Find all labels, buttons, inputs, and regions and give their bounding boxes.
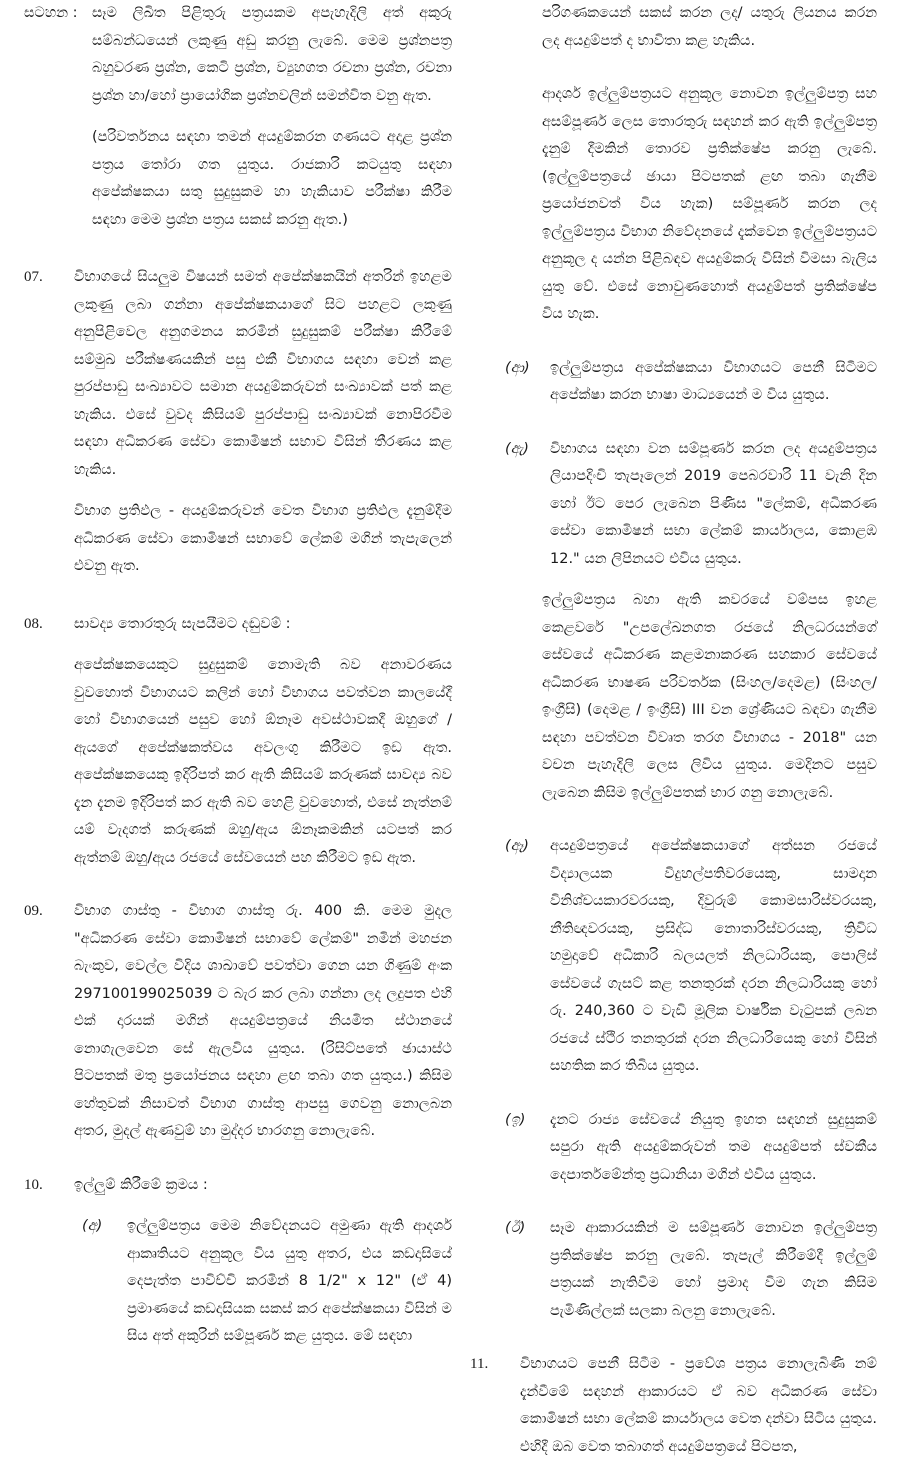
item-ii-text: සෑම ආකාරයකින් ම සම්පූර්ණ නොවන ඉල්ලුම්පත්‍ර ප්‍රතික්ෂේප කරනු ලැබේ. තැපැල් කිරීමේදී ඉල්ලුම් පත්‍රයක් නැතිවීම හෝ ප්‍රමාද වීම ගැන කිසිම පැමිණිල්ලක් සලකා බලනු නොලැබේ. — [550, 1220, 877, 1319]
item-ii — [497, 1215, 877, 1325]
section-10-title: ඉල්ලුම් කිරීමේ ක්‍රමය : — [74, 1176, 208, 1193]
continued-text: පරිගණකයෙන් සකස් කරන ලද/ යතුරු ලියනය කරන ලද අයදුම්පත් ද භාවිතා කළ හැකිය. — [542, 5, 877, 49]
section-10 — [24, 1172, 452, 1200]
section-09-text: විභාග ගාස්තු - විභාග ගාස්තු රු. 400 කි. මෙම මුදල "අධිකරණ සේවා කොමිෂන් සභාවේ ලේකම්" නමින් මහජන බැංකුව, වෙල්ල විදිය ශාඛාවේ පවත්වා ගෙන යන ගිණුම් අංක 297100199025039 ට බැර කර ලබා ගන්නා ලද ලදුපත එහි එක් දාරයක් මගින් අයදුම්පත්‍රයේ නියමිත ස්ථානයේ නොගැලවෙන සේ ඇලවිය යුතුය. (රිසිට්පතේ ඡායාස්ථ පිටපතක් මතු ප්‍රයෝජනය සඳහා ළඟ තබා ගත යුතුය.) කිසිම හේතුවක් නිසාවත් විභාග ගාස්තු ආපසු ගෙවනු නොලබන අතර, මුදල් ඇණවුම් හා මුද්දර භාරගනු නොලැබේ. — [74, 903, 452, 1139]
left-column — [24, 0, 452, 1351]
section-11 — [470, 1351, 877, 1461]
section-07 — [24, 264, 452, 484]
right-column — [470, 0, 877, 1461]
sub-label: (ඇ) — [505, 440, 529, 457]
item-ai — [497, 833, 877, 1081]
note-block — [24, 0, 452, 110]
section-09 — [24, 898, 452, 1146]
note-paren-text: (පරිවර්තනය සඳහා තමන් අයදුම්කරන ගණයට අදාළ ප්‍රශ්න පත්‍රය තෝරා ගත යුතුය. රාජකාරි කටයුතු සඳහා අපේක්ෂකයා සතු සුදුසුකම හා හැකියාව පරීක්ෂා කිරීම සඳහා මෙම ප්‍රශ්න පත්‍රය සකස් කරනු ඇත.) — [92, 129, 452, 228]
section-number: 11. — [470, 1356, 489, 1372]
sub-label: (අ) — [82, 1218, 103, 1234]
section-10-a — [74, 1213, 452, 1351]
note-text: සෑම ලිඛිත පිළිතුරු පත්‍රයකම අපැහැදිලි අත් අකුරු සම්බන්ධයෙන් ලකුණු අඩු කරනු ලැබේ. මෙම ප්‍රශ්නපත්‍ර බහුවරණ ප්‍රශ්න, කෙටි ප්‍රශ්න, ව්‍යුහගත රචනා ප්‍රශ්න, රචනා ප්‍රශ්න හා/හෝ ප්‍රායෝගික ප්‍රශ්නවලින් සමන්විත වනු ඇත. — [92, 5, 452, 104]
section-08-text: අපේක්ෂකයෙකුට සුදුසුකම් නොමැති බව අනාවරණය වුවහොත් විභාගයට කලින් හෝ විභාගය පවත්වන කාලයේදී හෝ විභාගයෙන් පසුව හෝ ඕනෑම අවස්ථාවකදී ඔහුගේ /ඇයගේ අපේක්ෂකත්වය අවලංගු කිරීමට ඉඩ ඇත. අපේක්ෂකයෙකු ඉදිරිපත් කර ඇති කිසියම් කරුණක් සාවද්‍ය බව දැන දැනම ඉදිරිපත් කර ඇති බව හෙළි වුවහොත්, එසේ නැත්නම් යම් වැදගත් කරුණක් ඔහු/ඇය ඕනෑකමකින් යටපත් කර ඇත්නම් ඔහු/ඇය රජයේ සේවයෙන් පහ කිරීමට ඉඩ ඇත. — [74, 657, 452, 866]
note-label: සටහන : — [24, 5, 78, 21]
item-aa — [497, 355, 877, 410]
item-ae-text-2: ඉල්ලුම්පත්‍රය බහා ඇති කවරයේ වම්පස ඉහළ කෙළවරේ "උපලේඛනගත රජයේ නිලධරයන්ගේ සේවයේ අධිකරණ කළමනාකරණ සහකාර සේවයේ අධිකරණ භාෂණ පරිවර්තක (සිංහල/දෙමළ) (සිංහල/ ඉංග්‍රීසි) (දෙමළ / ඉංග්‍රීසි) III වන ශ්‍රේණියට බඳවා ගැනීම සඳහා පවත්වන විවෘත තරග විභාගය - 2018" යන වචන පැහැදිලි ලෙස ලිවිය යුතුය. මෙදිනට පසුව ලැබෙන කිසිම ඉල්ලුම්පතක් භාර ගනු නොලැබේ. — [542, 592, 877, 801]
continued-text-2: ආදර්ශ ඉල්ලුම්පත්‍රයට අනුකූල නොවන ඉල්ලුම්පත්‍ර සහ අසම්පූර්ණ ලෙස තොරතුරු සඳහන් කර ඇති ඉල්ලුම්පත්‍ර දැනුම් දීමකින් තොරව ප්‍රතික්ෂේප කරනු ලැබේ. (ඉල්ලුම්පත්‍රයේ ඡායා පිටපතක් ළඟ තබා ගැනීම ප්‍රයෝජනවත් විය හැක) සම්පූර්ණ කරන ලද ඉල්ලුම්පත්‍රය විභාග නිවේදනයේ දැක්වෙන ඉල්ලුම්පත්‍රයට අනුකූල ද යන්න පිළිබඳව අයදුම්කරු විසින් විමසා බැලිය යුතු වේ. එසේ නොවුණහොත් අයදුම්පත් ප්‍රතික්ෂේප විය හැක. — [542, 86, 877, 322]
item-i — [497, 1107, 877, 1190]
section-07-text: විභාගයේ සියලුම විෂයන් සමත් අපේක්ෂකයින් අතරින් ඉහළම ලකුණු ලබා ගන්නා අපේක්ෂකයාගේ සිට පහළට ලකුණු අනුපිළිවෙල අනුගමනය කරමින් සුදුසුකම් පරීක්ෂා කිරීමේ සම්මුඛ පරීක්ෂණයකින් පසු එකී විභාගය සඳහා වෙන් කළ පුරප්පාඩු සංඛ්‍යාවට සමාන අයදුම්කරුවන් සංඛ්‍යාවක් පත් කළ හැකිය. එසේ වුවද කිසියම් පුරප්පාඩු සංඛ්‍යාවක් නොපිරවීම සඳහා අධිකරණ සේවා කොමිෂන් සභාව විසින් තීරණය කළ හැකිය. — [74, 269, 452, 478]
item-ae-text: විභාගය සඳහා වන සම්පූර්ණ කරන ලද අයදුම්පත්‍රය ලියාපදිංචි තැපෑලෙන් 2019 පෙබරවාරි 11 වැනි දින හෝ ඊට පෙර ලැබෙන පිණිස "ලේකම්, අධිකරණ සේවා කොමිෂන් සභා ලේකම් කාර්යාලය, කොළඹ 12." යන ලිපිනයට එවිය යුතුය. — [550, 440, 877, 567]
item-aa-text: ඉල්ලුම්පත්‍රය අපේක්ෂකයා විභාගයට පෙනී සිටීමට අපේක්ෂා කරන භාෂා මාධ්‍යයෙන් ම විය යුතුය. — [550, 359, 877, 403]
section-10-a-text: ඉල්ලුම්පත්‍රය මෙම නිවේදනයට අමුණා ඇති ආදර්ශ ආකෘතියට අනුකූල විය යුතු අතර, එය කඩදාසියේ දෙපැත්ත පාවිච්චි කරමින් 8 1/2" x 12" (ඒ 4) ප්‍රමාණයේ කඩදාසියක සකස් කර අපේක්ෂකයා විසින් ම සිය අත් අකුරින් සම්පූර්ණ කළ යුතුය. මේ සඳහා — [127, 1218, 452, 1344]
section-number: 07. — [24, 269, 43, 285]
sub-label: (ආ) — [505, 359, 530, 376]
section-number: 08. — [24, 615, 43, 632]
section-11-text: විභාගයට පෙනී සිටීම - ප්‍රවේශ පත්‍රය නොලැබිණි නම් දැන්වීමේ සඳහන් ආකාරයට ඒ බව අධිකරණ සේවා කොමිෂන් සභා ලේකම් කාර්යාලය වෙත දන්වා සිටිය යුතුය. එහිදී ඔබ වෙත තබාගත් අයදුම්පත්‍රයේ පිටපත, — [520, 1356, 877, 1455]
section-08 — [24, 611, 452, 639]
sub-label: (ඈ) — [505, 838, 529, 854]
section-08-title: සාවද්‍ය තොරතුරු සැපයීමට දඬුවම් : — [74, 615, 291, 632]
item-i-text: දැනට රාජ්‍ය සේවයේ නියුතු ඉහත සඳහන් සුදුසුකම් සපුරා ඇති අයදුම්කරුවන් තම අයදුම්පත් ස්වකීය දෙපාර්තමේන්තු ප්‍රධානියා මගින් එවිය යුතුය. — [550, 1111, 877, 1183]
sub-label: (ඉ) — [505, 1111, 526, 1128]
section-number: 10. — [24, 1176, 43, 1193]
item-ai-text: අයදුම්පත්‍රයේ අපේක්ෂකයාගේ අත්සන රජයේ විද්‍යාලයක විදුහල්පතිවරයෙකු, සාමදාන විනිශ්චයකාරවරයකු, දිවුරුම් කොමසාරිස්වරයකු, නීතිඥවරයකු, ප්‍රසිද්ධ නොතාරිස්වරයකු, ත්‍රිවිධ හමුදාවේ අධිකාරි බලයලත් නිලධාරියකු, පොලිස් සේවයේ ගැසට් කළ තනතුරක් දරන නිලධාරියකු හෝ රු. 240,360 ට වැඩි මූලික වාර්ෂික වැටුපක් ලබන රජයේ ස්ථිර තනතුරක් දරන නිලධාරියෙකු හෝ විසින් සහතික කර තිබිය යුතුය. — [550, 838, 877, 1074]
sub-label: (ඊ) — [505, 1220, 526, 1236]
item-ae — [497, 436, 877, 574]
section-number: 09. — [24, 903, 43, 919]
section-07-results-text: විභාග ප්‍රතිඵල - අයදුම්කරුවන් වෙත විභාග ප්‍රතිඵල දැනුම්දීම අධිකරණ සේවා කොමිෂන් සභාවේ ලේකම් මගින් තැපැලෙන් එවනු ඇත. — [74, 503, 452, 574]
